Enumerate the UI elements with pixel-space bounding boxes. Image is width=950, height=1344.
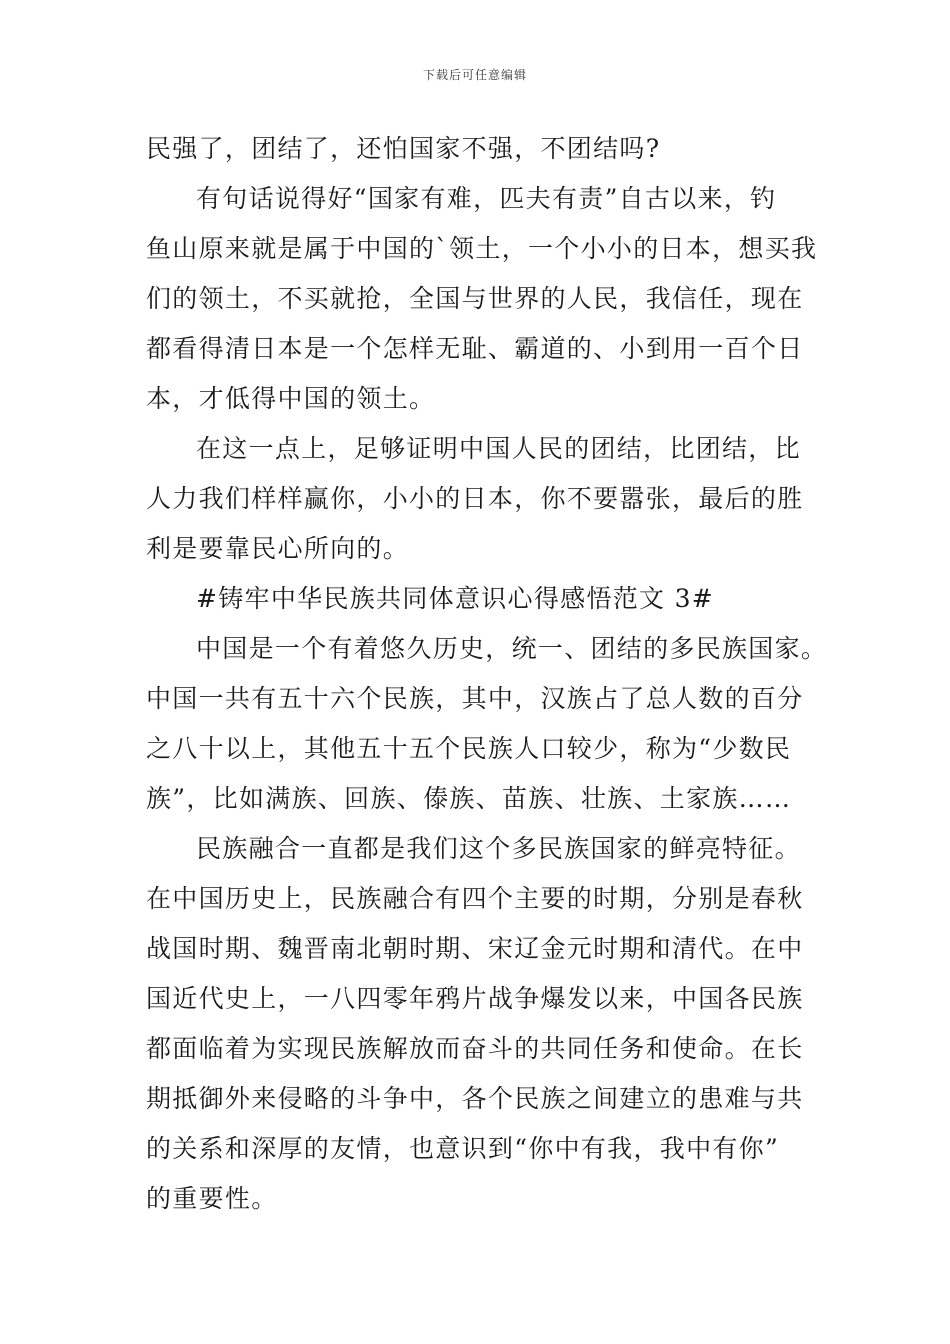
body-line: 利是要靠民心所向的。: [146, 534, 410, 563]
body-line: 中国一共有五十六个民族，其中，汉族占了总人数的百分: [146, 684, 804, 713]
body-line: 本，才低得中国的领土。: [146, 384, 436, 413]
body-line: 都看得清日本是一个怎样无耻、霸道的、小到用一百个日: [146, 334, 804, 363]
body-line: 们的领土，不买就抢，全国与世界的人民，我信任，现在: [146, 284, 804, 313]
header-note: 下载后可任意编辑: [422, 68, 527, 82]
body-line: 族”，比如满族、回族、傣族、苗族、壮族、土家族……: [146, 784, 792, 813]
body-line: 鱼山原来就是属于中国的`领土，一个小小的日本，想买我: [146, 234, 818, 263]
section-heading: #铸牢中华民族共同体意识心得感悟范文 3#: [196, 584, 715, 613]
body-line: 民强了，团结了，还怕国家不强，不团结吗?: [146, 134, 661, 163]
body-line: 在中国历史上，民族融合有四个主要的时期，分别是春秋: [146, 884, 804, 913]
body-line: 的关系和深厚的友情，也意识到“你中有我，我中有你”: [146, 1134, 780, 1163]
body-line: 战国时期、魏晋南北朝时期、宋辽金元时期和清代。在中: [146, 934, 804, 963]
body-line: 都面临着为实现民族解放而奋斗的共同任务和使命。在长: [146, 1034, 804, 1063]
body-line: 之八十以上，其他五十五个民族人口较少，称为“少数民: [146, 734, 792, 763]
paragraph-first-line: 民族融合一直都是我们这个多民族国家的鲜亮特征。: [196, 834, 801, 863]
paragraph-first-line: 中国是一个有着悠久历史，统一、团结的多民族国家。: [196, 634, 828, 663]
body-line: 期抵御外来侵略的斗争中，各个民族之间建立的患难与共: [146, 1084, 804, 1113]
body-line: 人力我们样样赢你，小小的日本，你不要嚣张，最后的胜: [146, 484, 804, 513]
body-line: 国近代史上，一八四零年鸦片战争爆发以来，中国各民族: [146, 984, 804, 1013]
body-line: 的重要性。: [146, 1184, 278, 1213]
paragraph-first-line: 有句话说得好“国家有难，匹夫有责”自古以来，钓: [196, 184, 777, 213]
paragraph-first-line: 在这一点上，足够证明中国人民的团结，比团结，比: [196, 434, 801, 463]
